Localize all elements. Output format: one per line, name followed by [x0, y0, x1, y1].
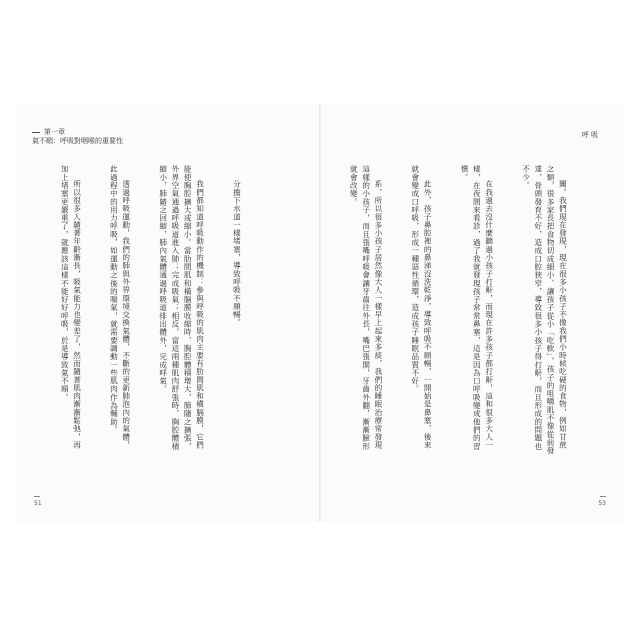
- paragraph: 我們都知道呼吸動作的機制：參與呼吸的肌肉主要有肋間肌和橫膈膜，它們能使胸腔擴大或縮小。當肋間肌和橫膈膜收縮時，胸腔體積增大，肺隨之擴張，外界空氣通過呼吸道進入肺；完成吸氣；相反，當這兩種肌肉舒張時，胸腔體積縮小，肺隨之回縮，肺內氣體通過呼吸道排出體外，完成呼氣。: [158, 165, 205, 451]
- page-number-right: [598, 496, 606, 507]
- divider-bar: [32, 132, 40, 133]
- book-spread: [16, 104, 624, 522]
- chapter-title: 氣不順：呼吸對咽喉的重要性: [32, 137, 123, 145]
- running-head-right: 呼吸: [582, 131, 600, 139]
- paragraph: 在我過去沒什麼聽過小孩子打鼾，而現在許多孩子都打鼾，這和很多大人一樣，在夜間來看診，過了我就發現孩子常常鼻塞，這是因為口呼吸變成他們的習慣。: [460, 165, 494, 451]
- running-head-left: [32, 128, 123, 146]
- folio-text: 53: [598, 500, 606, 507]
- paragraph: 分擔下水道一樣堵塞，導致呼吸不順暢。: [232, 180, 242, 327]
- paragraph: 所以很多人隨著年齡漸長，吸氣能力也變差了，然而隨著肌肉漸漸鬆弛，再加上堵塞更嚴重了，就應該這樣不能好好呼吸，於是導致氣不順。: [60, 165, 82, 450]
- right-page: [321, 104, 624, 522]
- page-number-left: [34, 496, 42, 507]
- right-body-text: [342, 165, 593, 457]
- folio-tick: [600, 496, 606, 497]
- chapter-label: 第一章: [44, 128, 65, 136]
- left-page: [16, 104, 319, 522]
- left-body-text: [51, 165, 267, 457]
- folio-text: 51: [34, 500, 42, 507]
- chapter-line: [32, 128, 123, 137]
- paragraph: 關。我們現在發現，現在很多小孩子不像我們小時候吃硬的食物，例如甘蔗之類，很多家長把食物切成細小、讓孩子從小「吃軟」，孩子的咀嚼肌不像從前發達，骨頭發育不好，造成口腔狹窄，導致很多小孩子得打鼾，而且形成的問題也不少。: [521, 165, 568, 455]
- paragraph: 透過呼吸運動，我們的肺與外界環境交換氣體，不斷的更新肺泡內的氣體，此過程中的用力呼吸，如運動之後的喘氣，就需要調動一些肌肉作為輔助。: [109, 165, 131, 450]
- paragraph: 系，所以很多小孩子居然像大人一樣早上起來多痰，我們的睡眠治療常發現這樣的小孩子，而且張嘴呼吸會讓牙齒往外長，嘴巴張開，牙齒外翻，漸漸臉形就會改變。: [349, 165, 383, 451]
- folio-tick: [34, 496, 40, 497]
- paragraph: 此外，孩子鼻腔裡的鼻涕沒洗乾淨，導致呼吸不順暢，一開始是鼻塞，後來就會變成口呼吸，形成一種惡性循環，造成孩子睡眠品質不好。: [410, 165, 433, 450]
